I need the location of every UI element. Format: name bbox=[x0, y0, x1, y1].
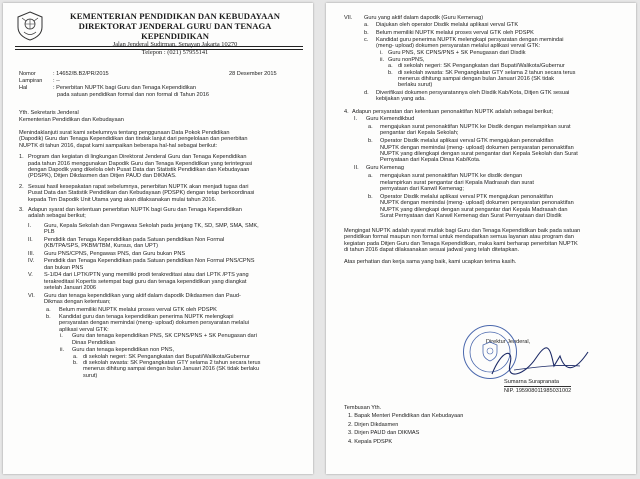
requirement-number: V. bbox=[28, 272, 33, 279]
directorate-name: DIREKTORAT JENDERAL GURU DAN TENAGA KEPENDIDIKAN bbox=[78, 21, 272, 41]
roman-item-number: ii. bbox=[380, 56, 385, 63]
roman-item-number: i. bbox=[60, 333, 63, 340]
intro-paragraph-line: NUPTK di tahun 2016, dapat kami sampaikan beberapa hal-hal sebagai berikut: bbox=[19, 142, 218, 149]
requirement-text-line: PLB bbox=[44, 229, 55, 236]
nested-item-text-line: surut) bbox=[83, 372, 98, 379]
intro-paragraph-line: Menindaklanjuti surat kami sebelumnya tentang penggunaan Data Pokok Pendidikan bbox=[19, 130, 230, 136]
subpoint-text-line: Operator Disdik melalui aplikasi verval PTK mengajukan penonaktifan bbox=[380, 193, 553, 200]
letterhead-phone: Telepon : (021) 57955141 bbox=[141, 49, 209, 56]
requirement-number: VII. bbox=[344, 15, 353, 21]
roman-item-text-line: Guru dan tenaga kependidikan PNS, SK CPNS/PNS + SK Penugasan dari bbox=[72, 333, 257, 340]
closing-thanks-line: Atas perhatian dan kerja sama yang baik, kami ucapkan terima kasih. bbox=[344, 258, 517, 265]
nested-item-text-line: berlaku surut) bbox=[398, 82, 433, 89]
subpoint-text-line: melampirkan surat pengantar dari Kepala Madrasah dan surat bbox=[380, 179, 534, 186]
nested-item-text-line: di sekolah swasta: SK Pengangkatan GTY selama 2 tahun secara terus bbox=[398, 69, 576, 76]
subpoint-letter: a. bbox=[368, 123, 373, 130]
signatory-name: Sumarna Surapranata bbox=[504, 379, 560, 385]
letterhead bbox=[45, 11, 305, 57]
hal-value-1: : Penerbitan NUPTK bagi Guru dan Tenaga Kependidikan bbox=[53, 85, 196, 91]
subpoint-text-line: (meng- upload) dokumen persyaratan melalui aplikasi verval GTK: bbox=[376, 43, 541, 50]
closing-paragraph-line: di tahun 2016 dapat dilaksanakan sesuai jadwal yang telah ditetapkan. bbox=[344, 247, 520, 254]
recipient-line-2: Kementerian Pendidikan dan Kebudayaan bbox=[19, 117, 124, 123]
tut-wuri-handayani-logo-icon bbox=[17, 11, 43, 41]
subpoint-letter: b. bbox=[46, 313, 51, 320]
letterhead-address: Jalan Jenderal Sudirman, Senayan Jakarta 10270 bbox=[112, 41, 238, 48]
requirement-text-line: Guru yang aktif dalam dapodik (Guru Kemenag) bbox=[364, 15, 484, 21]
subpoint-text-line: Belum memiliki NUPTK melalui proses verval GTK oleh PDSPK bbox=[376, 29, 534, 36]
ministry-name: KEMENTERIAN PENDIDIKAN DAN KEBUDAYAAN bbox=[69, 11, 281, 21]
subpoint-letter: b. bbox=[368, 138, 373, 145]
requirement-text-line: S-1/D4 dari LPTK/PTN yang memiliki prodi terakreditasi atau dari LPTK /PTS yang bbox=[44, 272, 249, 279]
nested-item-letter: a. bbox=[388, 63, 393, 70]
nested-item-text-line: menerus dihitung sampai dengan bulan Januari 2016 (SK tidak bbox=[398, 76, 555, 82]
tembusan-item: 3. Dirjen PAUD dan DIKMAS bbox=[348, 430, 420, 436]
roman-item-text-line: Guru dan tenaga kependidikan non PNS, bbox=[72, 346, 175, 353]
point-text-line: adalah sebagai berikut; bbox=[28, 213, 86, 220]
roman-item-number: i. bbox=[380, 50, 383, 57]
letter-page-2 bbox=[326, 3, 636, 474]
intro-paragraph-line: (Dapodik) Guru dan Tenaga Kependidikan dan tindak lanjut dari pengelolaan dan penerbitan bbox=[19, 136, 248, 143]
nested-item-letter: a. bbox=[73, 353, 78, 360]
lampiran-label: Lampiran bbox=[19, 78, 43, 84]
subpoint-text-line: Kandidat guru penerima NUPTK melengkapi persyaratan dengan memindai bbox=[376, 36, 564, 43]
letterhead-rule-thin bbox=[15, 49, 303, 50]
handwritten-signature-icon bbox=[484, 344, 594, 380]
subpoint-text-line: Guru Kemenag bbox=[366, 165, 404, 172]
subpoint-text-line: Belum memiliki NUPTK melalui proses verval GTK oleh PDSPK bbox=[59, 306, 217, 313]
point-text-line: dengan Dapodik yang dikelola oleh Pusat Data dan Statistik Pendidikan dan Kebudayaan bbox=[28, 167, 250, 173]
requirement-text-line: Pendidik dan Tenaga Kependidikan pada Satuan pendidikan Non Formal bbox=[44, 236, 225, 243]
subpoint-letter: c. bbox=[364, 36, 369, 43]
subpoint-text-line: NUPTK yang dilengkapi dengan surat pengantar dari Kepala Sekolah dan Surat bbox=[380, 151, 578, 157]
subpoint-text-line: NUPTK yang dilengkapi dengan surat pengantar dari Kepala Madrasah dan bbox=[380, 206, 568, 213]
subpoint-text-line: NUPTK dengan memindai (meng- upload) dokumen persyaratan penonaktifan bbox=[380, 200, 574, 207]
letter-date: 28 Desember 2015 bbox=[229, 71, 277, 77]
requirement-number: VI. bbox=[28, 292, 35, 299]
requirement-number: III. bbox=[28, 250, 35, 257]
nested-item-letter: b. bbox=[388, 69, 393, 76]
nomor-label: Nomor bbox=[19, 71, 36, 77]
nomor-value: : 14652/B.B2/PR/2015 bbox=[53, 71, 109, 77]
roman-item-number: ii. bbox=[60, 346, 65, 353]
requirement-text-line: Guru, Kepala Sekolah dan Pengawas Sekolah pada jenjang TK, SD, SMP, SMA, SMK, bbox=[44, 222, 259, 229]
requirement-text-line: Dikmas dengan ketentuan; bbox=[44, 299, 111, 306]
subpoint-letter: a. bbox=[364, 22, 369, 29]
nested-item-letter: b. bbox=[73, 360, 78, 366]
closing-paragraph-line: Mengingat NUPTK adalah syarat mutlak bagi Guru dan Tenaga Kependidikan baik pada satuan bbox=[344, 228, 581, 234]
subpoint-letter: a. bbox=[46, 306, 51, 313]
subpoint-letter: b. bbox=[364, 29, 369, 36]
signatory-nip: NIP. 195908011985031002 bbox=[504, 387, 572, 394]
tembusan-item: 2. Dirjen Dikdasmen bbox=[348, 421, 399, 428]
category-number: II. bbox=[354, 165, 359, 172]
roman-item-text-line: Guru PNS, SK CPNS/PNS + SK Penugasan dari Disdik bbox=[388, 50, 526, 57]
nested-item-text-line: menerus dihitung sampai dengan bulan Januari 2016 (SK tidak berlaku bbox=[83, 366, 260, 373]
point-text-line: kepada Tim Dapodik Unit Utama yang akan dilaksanakan mulai tahun 2016. bbox=[28, 196, 217, 203]
recipient-line-1: Yth. Sekretaris Jenderal bbox=[19, 110, 79, 116]
subpoint-text-line: Guru Kemendikbud bbox=[366, 116, 415, 122]
subpoint-text-line: Diajukan oleh operator Disdik melalui aplikasi verval GTK bbox=[376, 22, 519, 29]
subpoint-text-line: NUPTK dengan memindai (meng- upload) dokumen persyaratan penonaktifan bbox=[380, 144, 574, 151]
requirement-text-line: Guru dan tenaga kependidikan yang aktif dalam dapodik Dikdasmen dan Paud- bbox=[44, 292, 241, 299]
subpoint-text-line: aplikasi verval GTK: bbox=[59, 326, 109, 333]
lampiran-value: : -- bbox=[53, 78, 60, 84]
nested-item-text-line: di sekolah swasta: SK Pengangkatan GTY selama 2 tahun secara terus bbox=[83, 360, 261, 366]
tembusan-label: Tembusan Yth. bbox=[344, 405, 382, 411]
requirement-text-line: Pendidik dan Tenaga Kependidikan pada Satuan pendidikan Non Formal PNS/CPNS bbox=[44, 258, 255, 265]
requirement-number: I. bbox=[28, 222, 32, 229]
subpoint-text-line: pengantar dari Kepala Sekolah; bbox=[380, 130, 459, 137]
point-text-line: Sesuai hasil kesepakatan rapat sebelumnya, penerbitan NUPTK akan menjadi tugas dari bbox=[28, 183, 249, 190]
requirement-text-line: terakreditasi Kopertis setempat bagi guru dan tenaga kependidikan yang diangkat bbox=[44, 278, 247, 285]
requirement-number: IV. bbox=[28, 258, 35, 265]
point-text-line: Program dan kegiatan di lingkungan Direktorat Jenderal Guru dan Tenaga Kependidikan bbox=[28, 154, 247, 161]
subpoint-text-line: Kandidat guru dan tenaga kependidikan penerima NUPTK melengkapi bbox=[59, 313, 234, 320]
point-text-line: Pusat Data dan Statistik Pendidikan dan Kebudayaan (PDSPK) dengan tetap berkoordinasi bbox=[28, 190, 255, 197]
closing-paragraph-line: pendidikan formal maupun non formal untuk mendapatkan semua layanan atau program dan bbox=[344, 234, 574, 241]
letterhead-rule-thick bbox=[15, 46, 303, 47]
closing-paragraph-line: kegiatan pada Ditjen Guru dan Tenaga Kependidikan, maka kami berharap penerbitan NUPTK bbox=[344, 240, 578, 247]
hal-label: Hal bbox=[19, 85, 28, 91]
roman-item-text-line: Dinas Pendidikan bbox=[72, 339, 116, 346]
requirement-number: II. bbox=[28, 236, 33, 243]
point-text-line: pada tahun 2016 menggunakan Dapodik Guru dan Tenaga Kependidikan yang terintegrasi bbox=[28, 160, 253, 167]
tembusan-item: 4. Kepala PDSPK bbox=[348, 438, 393, 445]
category-number: I. bbox=[354, 116, 358, 122]
requirement-text-line: dan bukan PNS bbox=[44, 264, 84, 271]
point-number: 3. bbox=[19, 207, 24, 213]
nested-item-text-line: di sekolah negeri: SK Pengangkatan dari Bupati/Walikota/Gubernur bbox=[398, 63, 565, 70]
point-number: 4. bbox=[344, 108, 349, 115]
signatory-title: Direktur Jenderal, bbox=[486, 339, 531, 345]
subpoint-text-line: mengajukan surat penonaktifan NUPTK ke disdik dengan bbox=[380, 173, 523, 180]
point-number: 2. bbox=[19, 183, 24, 190]
requirement-text-line: Guru PNS/CPNS, Pengawas PNS, dan Guru bukan PNS bbox=[44, 250, 186, 257]
point-text-line: Adapun persyaratan dan ketentuan penonaktifan NUPTK adalah sebagai berikut; bbox=[352, 108, 553, 115]
subpoint-letter: b. bbox=[368, 193, 373, 200]
subpoint-text-line: Diverifikasi dokumen persyaratannya oleh Disdik Kab/Kota, Ditjen GTK sesuai bbox=[376, 89, 570, 96]
subpoint-text-line: pernyataan dari Kanwil Kemenag; bbox=[380, 186, 464, 192]
subpoint-text-line: kebijakan yang ada. bbox=[376, 96, 426, 103]
hal-value-2: pada satuan pendidikan formal dan non formal di Tahun 2016 bbox=[57, 92, 209, 98]
point-text-line: (PDSPK), Ditjen Dikdasmen dan Ditjen PAUD dan DIKMAS. bbox=[28, 173, 177, 180]
roman-item-text-line: Guru nonPNS, bbox=[388, 56, 425, 63]
subpoint-text-line: Operator Disdik melalui aplikasi verval GTK mengajukan penonaktifan bbox=[380, 138, 554, 145]
subpoint-letter: a. bbox=[368, 173, 373, 180]
point-text-line: Adapun syarat dan ketentuan penerbitan NUPTK bagi Guru dan Tenaga Kependidikan bbox=[28, 207, 242, 213]
subpoint-text-line: persyaratan dengan memindai (meng- upload) dokumen persyaratan melalui bbox=[59, 320, 249, 327]
tembusan-item: 1. Bapak Menteri Pendidikan dan Kebudayaan bbox=[348, 413, 464, 419]
subpoint-text-line: Pernyataan dari Kepala Dinas Kab/Kota. bbox=[380, 157, 481, 164]
requirement-text-line: setelah Januari 2006 bbox=[44, 285, 96, 292]
subpoint-letter: d. bbox=[364, 89, 369, 96]
subpoint-text-line: mengajukan surat penonaktifan NUPTK ke Disdik dengan melampirkan surat bbox=[380, 123, 571, 130]
point-number: 1. bbox=[19, 154, 24, 161]
nested-item-text-line: di sekolah negeri: SK Pengangkatan dari Bupati/Walikota/Gubernur bbox=[83, 353, 250, 360]
letter-page-1 bbox=[3, 3, 313, 474]
requirement-text-line: (KB/TPA/SPS, PKBM/TBM, Kursus, dan UPT) bbox=[44, 243, 158, 250]
subpoint-text-line: Surat Pernyataan dari Kanwil Kemenag dan Surat Pernyataan dari Disdik bbox=[380, 213, 562, 220]
